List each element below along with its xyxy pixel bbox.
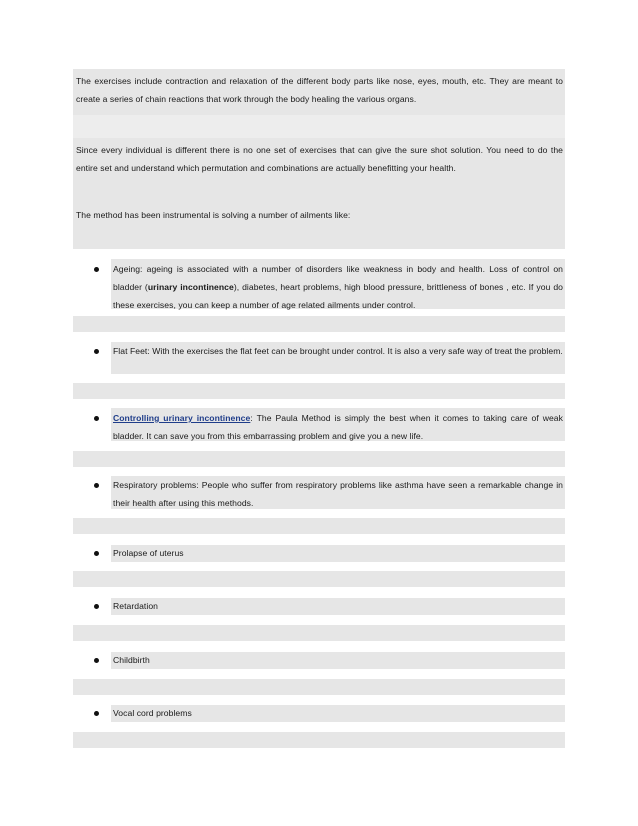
ageing-text-start: Ageing: ageing is associated with a number of disorders like weakness in body and health. Loss of control on bladder ( (113, 264, 563, 292)
row-band (73, 316, 565, 332)
bullet-icon (94, 349, 99, 354)
row-band (73, 518, 565, 534)
row-band (73, 732, 565, 748)
list-item-retardation: Retardation (113, 601, 158, 611)
bullet-icon (94, 658, 99, 663)
row-band (73, 383, 565, 399)
row-band (73, 451, 565, 467)
controlling-urinary-incontinence-link[interactable]: Controlling urinary incontinence (113, 413, 251, 423)
list-item-childbirth: Childbirth (113, 655, 150, 665)
list-item-controlling (113, 409, 563, 445)
row-band (73, 115, 565, 138)
paragraph-individual: Since every individual is different there is no one set of exercises that can give the sure shot solution. You need to do the entire set and understand which permutation and combinations are actually benefitting your health. (76, 145, 563, 173)
bullet-icon (94, 551, 99, 556)
bullet-icon (94, 483, 99, 488)
list-item-vocal-cord: Vocal cord problems (113, 708, 192, 718)
row-band (73, 571, 565, 587)
controlling-text: : The Paula Method is simply the best when it comes to taking care of weak bladder. It can save you from this embarrassing problem and give you a new life. (113, 413, 563, 441)
ageing-bold-term: urinary incontinence (147, 282, 234, 292)
row-band (73, 625, 565, 641)
row-band (73, 679, 565, 695)
bullet-icon (94, 416, 99, 421)
list-item-prolapse: Prolapse of uterus (113, 548, 184, 558)
bullet-icon (94, 711, 99, 716)
ageing-text-end: ), diabetes, heart problems, high blood pressure, brittleness of bones , etc. If you do these exercises, you can keep a number of age related ailments under control. (113, 282, 563, 310)
list-item-ageing (113, 260, 563, 314)
paragraph-method: The method has been instrumental is solving a number of ailments like: (76, 210, 351, 220)
list-item-flat-feet: Flat Feet: With the exercises the flat feet can be brought under control. It is also a very safe way of treat the problem. (113, 346, 563, 356)
paragraph-exercises: The exercises include contraction and relaxation of the different body parts like nose, eyes, mouth, etc. They are meant to create a series of chain reactions that work through the body healing the various organs. (76, 76, 563, 104)
bullet-icon (94, 604, 99, 609)
bullet-icon (94, 267, 99, 272)
row-band (73, 233, 565, 249)
list-item-respiratory: Respiratory problems: People who suffer from respiratory problems like asthma have seen a remarkable change in their health after using this methods. (113, 480, 563, 508)
